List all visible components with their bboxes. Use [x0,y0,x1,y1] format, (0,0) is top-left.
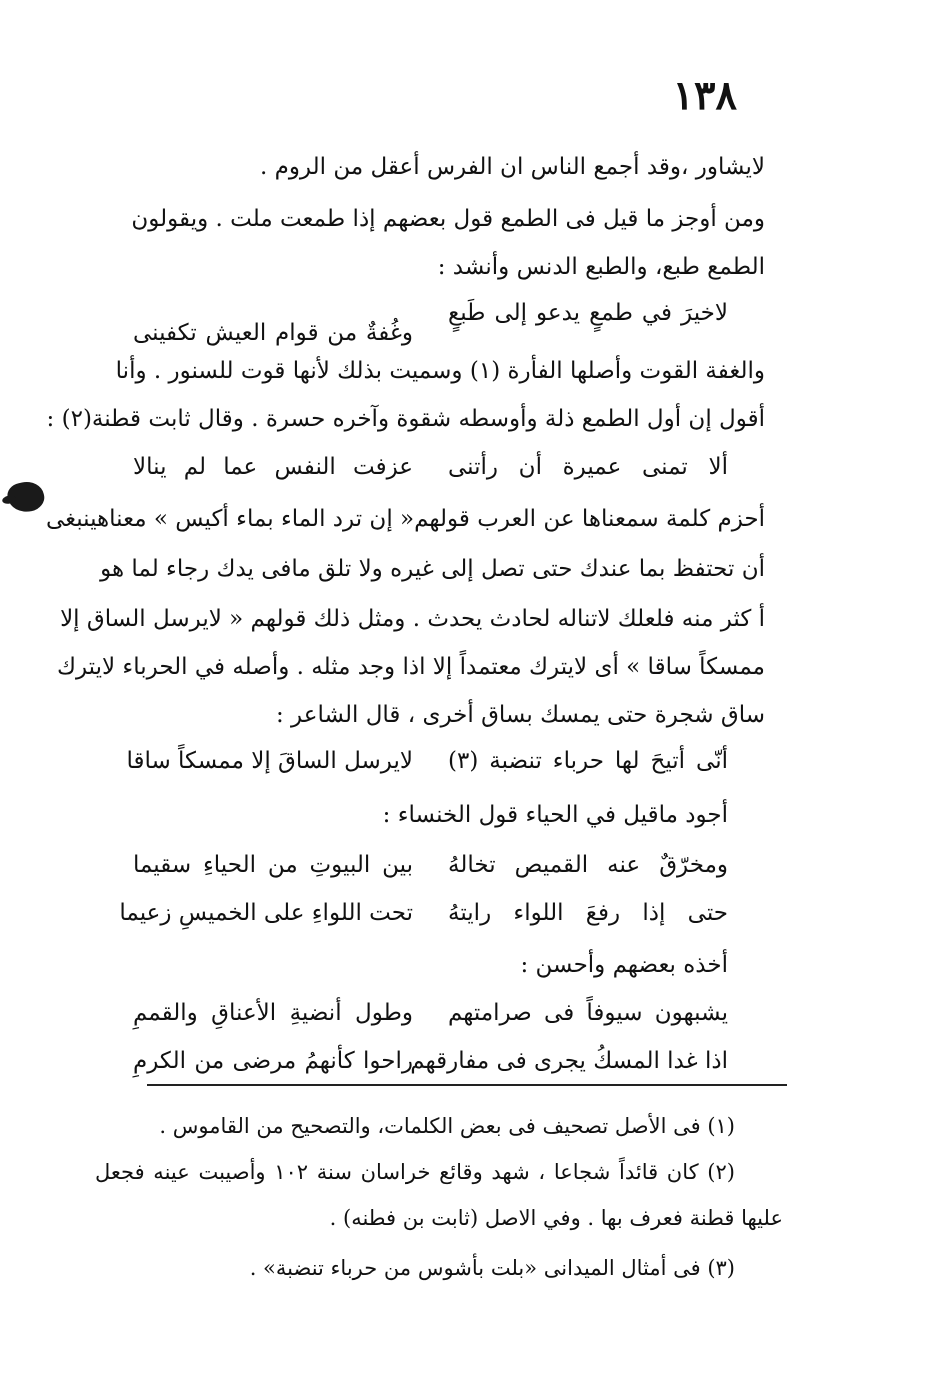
verse-first-hemistich: حتى إذا رفعَ اللواء رايتهُ [448,900,728,926]
verse-second-hemistich: وغُفةٌ من قوام العيش تكفينى [133,320,413,346]
verse-first-hemistich: ألا تمنى عميرة أن رأتنى [448,454,728,480]
verse-second-hemistich: وطول أنضيةِ الأعناقِ والقممِ [133,1000,413,1026]
footnote: (٣) فى أمثال الميدانى «بلت بأشوس من حرباء تنضبة» . [249,1256,735,1280]
body-line: ومن أوجز ما قيل فى الطمع قول بعضهم إذا طمعت ملت . ويقولون [131,206,765,232]
footnote: (١) فى الأصل تصحيف فى بعض الكلمات، والتصحيح من القاموس . [159,1114,735,1138]
body-line: ممسكاً ساقا » أى لايترك معتمداً إلا اذا وجد مثله . وأصله في الحرباء لايترك [56,654,765,680]
body-line: أجود ماقيل في الحياء قول الخنساء : [382,802,728,828]
ink-blot-mark [5,479,46,516]
body-line: والغفة القوت وأصلها الفأرة (١) وسميت بذلك لأنها قوت للسنور . وأنا [115,358,765,384]
body-line: أن تحتفظ بما عندك حتى تصل إلى غيره ولا تلق مافى يدك رجاء لما هو [100,556,765,582]
body-line: أ كثر منه فلعلك لاتناله لحادث يحدث . ومثل ذلك قولهم « لايرسل الساق إلا [60,606,765,632]
verse-first-hemistich: ومخرّقٌ عنه القميص تخالهُ [448,852,728,878]
body-line: لايشاور ،وقد أجمع الناس ان الفرس أعقل من الروم . [259,154,765,180]
verse-first-hemistich: يشبهون سيوفاً فى صرامتهم [448,1000,728,1026]
footnote: (٢) كان قائداً شجاعا ، شهد وقائع خراسان سنة ١٠٢ وأصيبت عينه فجعل [95,1160,735,1184]
verse-second-hemistich: عزفت النفس عما لم ينالا [133,454,413,480]
body-line: الطمع طبع، والطبع الدنس وأنشد : [437,254,765,280]
body-line: أحزم كلمة سمعناها عن العرب قولهم« إن ترد الماء بماء أكيس » معناهينبغى [45,506,765,532]
verse-first-hemistich: لاخيرَ في طمعٍ يدعو إلى طَبعٍ [448,300,728,326]
verse-second-hemistich: بين البيوتِ من الحياءِ سقيما [133,852,413,878]
verse-first-hemistich: أنّى أتيحَ لها حرباء تنضبة (٣) [448,748,728,774]
body-line: ساق شجرة حتى يمسك بساق أخرى ، قال الشاعر : [275,702,765,728]
page-number: ١٣٨ [672,72,737,119]
verse-second-hemistich: تحت اللواءِ على الخميسِ زعيما [119,900,413,926]
verse-second-hemistich: راحوا كأنهمُ مرضى من الكرمِ [133,1048,413,1074]
body-line: أخذه بعضهم وأحسن : [520,952,728,978]
footnote-separator [147,1084,787,1086]
body-line: أقول إن أول الطمع ذلة وأوسطه شقوة وآخره حسرة . وقال ثابت قطنة(٢) : [46,406,765,432]
verse-first-hemistich: اذا غدا المسكُ يجرى فى مفارقهم [410,1048,728,1074]
verse-second-hemistich: لايرسل الساقَ إلا ممسكاً ساقا [126,748,413,774]
footnote: عليها قطنة فعرف بها . وفي الاصل (ثابت بن فطنه) . [329,1206,783,1230]
